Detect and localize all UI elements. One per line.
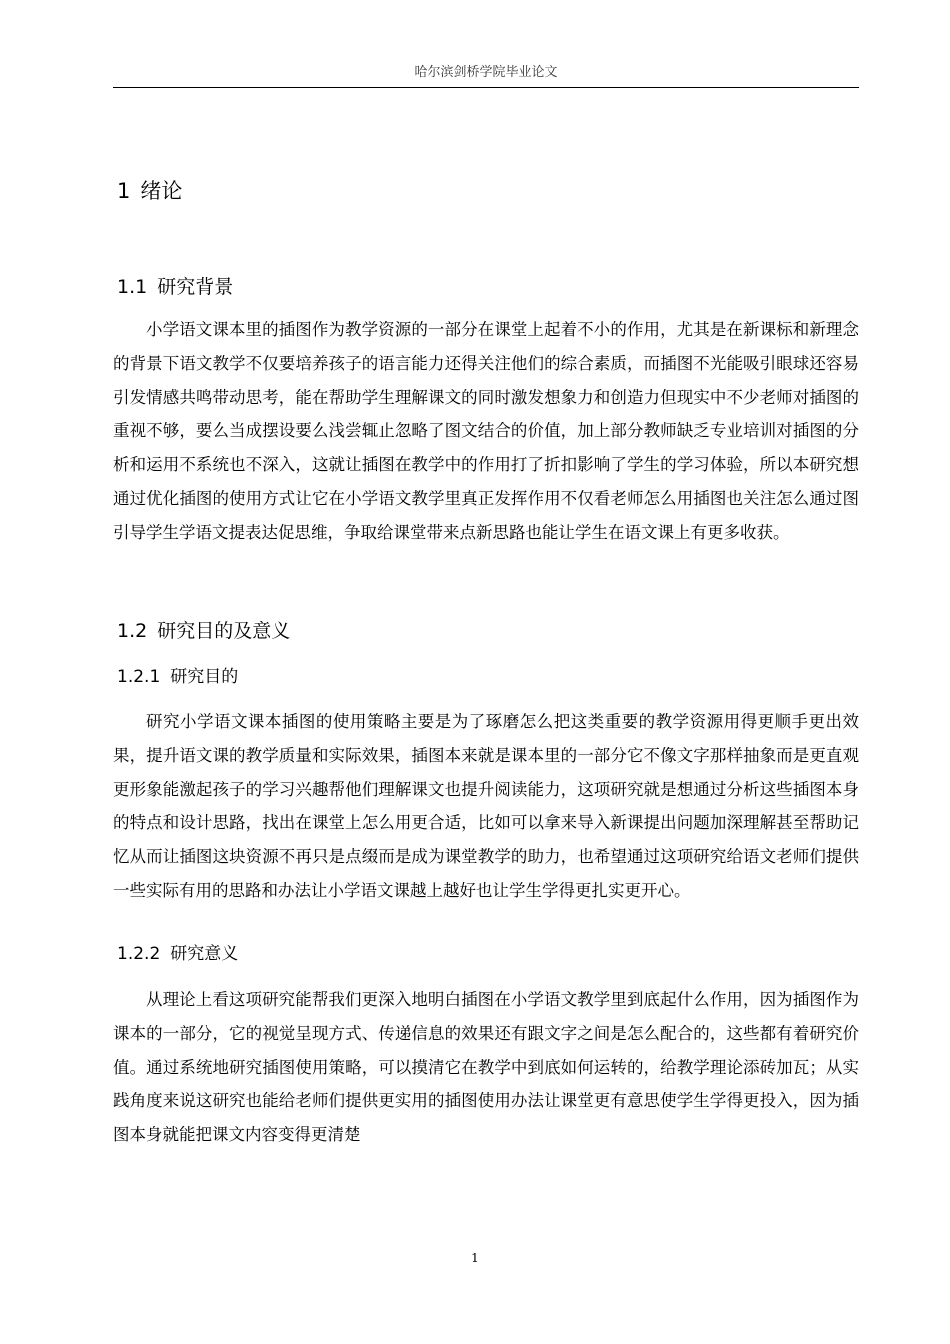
section-number: 1.1 xyxy=(117,276,148,298)
section-heading-1-2 xyxy=(117,617,290,645)
subsection-heading-1-2-1 xyxy=(117,664,238,690)
subsection-number: 1.2.2 xyxy=(117,944,161,964)
paragraph-research-purpose: 研究小学语文课本插图的使用策略主要是为了琢磨怎么把这类重要的教学资源用得更顺手更出效果，提升语文课的教学质量和实际效果，插图本来就是课本里的一部分它不像文字那样抽象而是更直观更形象能激起孩子的学习兴趣帮他们理解课文也提升阅读能力，这项研究就是想通过分析这些插图本身的特点和设计思路，找出在课堂上怎么用更合适，比如可以拿来导入新课提出问题加深理解甚至帮助记忆从而让插图这块资源不再只是点缀而是成为课堂教学的助力，也希望通过这项研究给语文老师们提供一些实际有用的思路和办法让小学语文课越上越好也让学生学得更扎实更开心。 xyxy=(113,712,859,900)
section-title: 研究背景 xyxy=(157,276,234,298)
running-header: 哈尔滨剑桥学院毕业论文 xyxy=(414,65,558,80)
subsection-title: 研究目的 xyxy=(170,667,239,687)
section-title: 研究目的及意义 xyxy=(157,620,291,642)
chapter-heading xyxy=(117,176,182,206)
header-divider xyxy=(113,87,859,88)
chapter-number: 1 xyxy=(117,179,131,203)
subsection-title: 研究意义 xyxy=(170,944,239,964)
section-number: 1.2 xyxy=(117,620,148,642)
page-number: 1 xyxy=(471,1251,479,1265)
section-heading-1-1 xyxy=(117,273,233,301)
paragraph-research-background: 小学语文课本里的插图作为教学资源的一部分在课堂上起着不小的作用，尤其是在新课标和新理念的背景下语文教学不仅要培养孩子的语言能力还得关注他们的综合素质，而插图不光能吸引眼球还容易引发情感共鸣带动思考，能在帮助学生理解课文的同时激发想象力和创造力但现实中不少老师对插图的重视不够，要么当成摆设要么浅尝辄止忽略了图文结合的价值，加上部分教师缺乏专业培训对插图的分析和运用不系统也不深入，这就让插图在教学中的作用打了折扣影响了学生的学习体验，所以本研究想通过优化插图的使用方式让它在小学语文教学里真正发挥作用不仅看老师怎么用插图也关注怎么通过图引导学生学语文提表达促思维，争取给课堂带来点新思路也能让学生在语文课上有更多收获。 xyxy=(113,320,859,542)
subsection-number: 1.2.1 xyxy=(117,667,161,687)
paragraph-research-significance: 从理论上看这项研究能帮我们更深入地明白插图在小学语文教学里到底起什么作用，因为插图作为课本的一部分，它的视觉呈现方式、传递信息的效果还有跟文字之间是怎么配合的，这些都有着研究价值。通过系统地研究插图使用策略，可以摸清它在教学中到底如何运转的，给教学理论添砖加瓦；从实践角度来说这研究也能给老师们提供更实用的插图使用办法让课堂更有意思使学生学得更投入，因为插图本身就能把课文内容变得更清楚 xyxy=(113,990,859,1145)
chapter-title: 绪论 xyxy=(140,179,183,203)
subsection-heading-1-2-2 xyxy=(117,941,238,967)
